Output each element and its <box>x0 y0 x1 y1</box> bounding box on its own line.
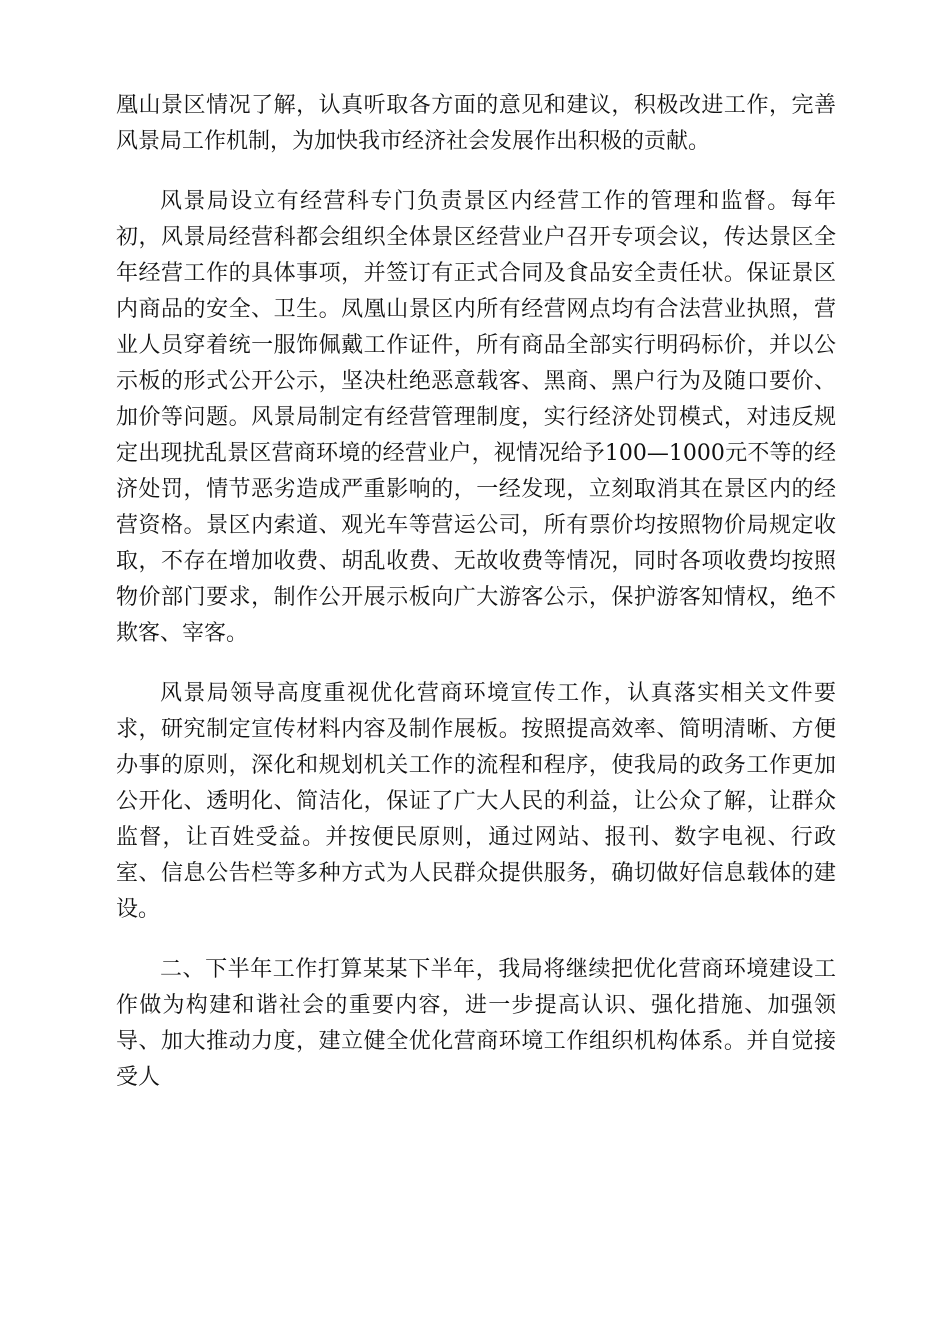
paragraph-continuation: 凰山景区情况了解，认真听取各方面的意见和建议，积极改进工作，完善风景局工作机制，为加快我市经济社会发展作出积极的贡献。 <box>116 93 836 154</box>
document-body <box>116 88 836 1096</box>
paragraph-second-half-plan: 二、下半年工作打算某某下半年，我局将继续把优化营商环境建设工作做为构建和谐社会的重要内容，进一步提高认识、强化措施、加强领导、加大推动力度，建立健全优化营商环境工作组织机构体系。并自觉接受人 <box>116 957 836 1090</box>
paragraph-business-management: 风景局设立有经营科专门负责景区内经营工作的管理和监督。每年初，风景局经营科都会组织全体景区经营业户召开专项会议，传达景区全年经营工作的具体事项，并签订有正式合同及食品安全责任状。保证景区内商品的安全、卫生。凤凰山景区内所有经营网点均有合法营业执照，营业人员穿着统一服饰佩戴工作证件，所有商品全部实行明码标价，并以公示板的形式公开公示，坚决杜绝恶意载客、黑商、黑户行为及随口要价、加价等问题。风景局制定有经营管理制度，实行经济处罚模式，对违反规定出现扰乱景区营商环境的经营业户，视情况给予100—1000元不等的经济处罚，情节恶劣造成严重影响的，一经发现，立刻取消其在景区内的经营资格。景区内索道、观光车等营运公司，所有票价均按照物价局规定收取，不存在增加收费、胡乱收费、无故收费等情况，同时各项收费均按照物价部门要求，制作公开展示板向广大游客公示，保护游客知情权，绝不欺客、宰客。 <box>116 189 836 646</box>
paragraph-publicity-work: 风景局领导高度重视优化营商环境宣传工作，认真落实相关文件要求，研究制定宣传材料内容及制作展板。按照提高效率、简明清晰、方便办事的原则，深化和规划机关工作的流程和程序，使我局的政务工作更加公开化、透明化、简洁化，保证了广大人民的利益，让公众了解，让群众监督，让百姓受益。并按便民原则，通过网站、报刊、数字电视、行政室、信息公告栏等多种方式为人民群众提供服务，确切做好信息载体的建设。 <box>116 681 836 922</box>
